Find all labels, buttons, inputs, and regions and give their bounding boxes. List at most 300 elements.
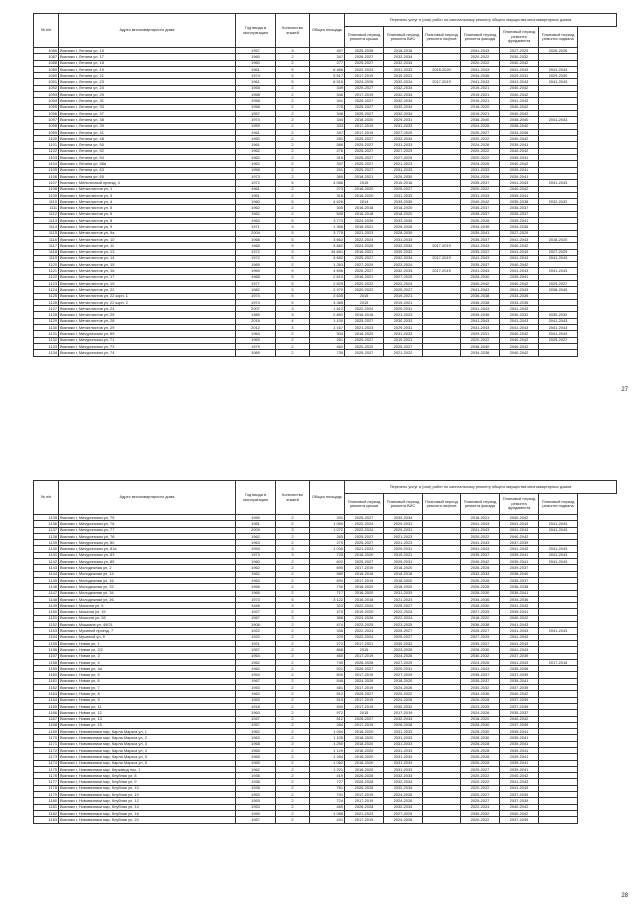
cell-facade: 2038-2040 <box>461 117 500 123</box>
cell-foundation: 2035-2038 <box>500 199 539 205</box>
cell-area: 1 054 <box>310 729 345 735</box>
cell-num: 1168 <box>34 722 59 728</box>
cell-floors: 2 <box>276 640 310 646</box>
cell-floors: 2 <box>276 622 310 628</box>
cell-floors: 3 <box>276 603 310 609</box>
cell-address: Вязники г, Металлистов ул, 4 <box>59 199 236 205</box>
cell-facade: 2041-2043 <box>461 540 500 546</box>
header-foundation: Плановый период ремонта фундамента <box>500 494 539 515</box>
cell-num: 1091 <box>34 79 59 85</box>
cell-floors: 2 <box>276 792 310 798</box>
cell-address: Вязники г, Ленина ул, 25 <box>59 92 236 98</box>
cell-address: Вязники г, Мусиный проезд, 7 <box>59 628 236 634</box>
cell-roof: 2016-2021 <box>345 249 384 255</box>
cell-roof: 2017-2019 <box>345 577 384 583</box>
cell-floors: 9 <box>276 255 310 261</box>
cell-area: 304 <box>310 331 345 337</box>
cell-floors: 2 <box>276 559 310 565</box>
cell-year: 1965 <box>236 754 276 760</box>
cell-address: Вязники г, Металлистов ул, 22 <box>59 287 236 293</box>
cell-num: 1114 <box>34 224 59 230</box>
cell-year: 1954 <box>236 672 276 678</box>
cell-address: Вязники г, Металлистов ул, 8 <box>59 218 236 224</box>
cell-area: 1 062 <box>310 760 345 766</box>
cell-num: 1149 <box>34 603 59 609</box>
cell-floors: 2 <box>276 779 310 785</box>
cell-area: 3 775 <box>310 230 345 236</box>
cell-foundation: 2035-2037 <box>500 710 539 716</box>
cell-facade: 2041-2043 <box>461 666 500 672</box>
header-vis: Плановый период ремонта ВИС <box>384 494 423 515</box>
cell-floors: 2 <box>276 634 310 640</box>
cell-address: Вязники г, Новая ул, 7 <box>59 685 236 691</box>
cell-vis: 2021-2023 <box>384 312 423 318</box>
cell-facade: 2018-2020 <box>461 104 500 110</box>
cell-num: 1119 <box>34 255 59 261</box>
cell-num: 1116 <box>34 236 59 242</box>
cell-num: 1135 <box>34 515 59 521</box>
cell-foundation: 2040-2042 <box>500 804 539 810</box>
cell-year: 1958 <box>236 167 276 173</box>
cell-floors: 2 <box>276 703 310 709</box>
cell-num: 1132 <box>34 337 59 343</box>
cell-area: 457 <box>310 48 345 54</box>
cell-area: 545 <box>310 211 345 217</box>
cell-year: 1946 <box>236 603 276 609</box>
cell-roof: 2026-2028 <box>345 785 384 791</box>
cell-vis: 2019-2021 <box>384 337 423 343</box>
cell-facade: 2031-2033 <box>461 192 500 198</box>
cell-facade: 2035-2037 <box>461 180 500 186</box>
cell-floors: 2 <box>276 584 310 590</box>
cell-roof: 2025-2027 <box>345 60 384 66</box>
cell-floors: 2 <box>276 659 310 665</box>
cell-num: 1139 <box>34 540 59 546</box>
cell-address: Вязники г, Новая ул, 6 <box>59 678 236 684</box>
cell-foundation: 2040-2042 <box>500 773 539 779</box>
cell-num: 1134 <box>34 350 59 356</box>
cell-roof: 2017-2019 <box>345 672 384 678</box>
cell-address: Вязники г, Ленина ул, 48 <box>59 136 236 142</box>
cell-foundation: 2037-2039 <box>500 697 539 703</box>
cell-address: Вязники г, Нововязники мкр, Карла Маркса ул, 1 <box>59 729 236 735</box>
cell-year: 1963 <box>236 710 276 716</box>
cell-address: Вязники г, Новая ул, 2/2 <box>59 647 236 653</box>
cell-foundation: 2040-2042 <box>500 110 539 116</box>
cell-num: 1117 <box>34 243 59 249</box>
cell-year: 1989 <box>236 350 276 356</box>
cell-facade: 2018-2021 <box>461 515 500 521</box>
cell-area: 6 466 <box>310 66 345 72</box>
cell-year: 1969 <box>236 268 276 274</box>
cell-foundation: 2037-2039 <box>500 653 539 659</box>
cell-area: 727 <box>310 779 345 785</box>
cell-floors: 2 <box>276 741 310 747</box>
cell-area: 546 <box>310 678 345 684</box>
cell-num: 1131 <box>34 331 59 337</box>
cell-area: 868 <box>310 647 345 653</box>
document-page <box>0 0 640 452</box>
cell-vis: 2027-2029 <box>384 129 423 135</box>
cell-roof: 2025-2027 <box>345 318 384 324</box>
cell-roof: 2017-2019 <box>345 722 384 728</box>
cell-year: 1985 <box>236 312 276 318</box>
cell-floors: 5 <box>276 280 310 286</box>
cell-basement: 2025-2027 <box>539 337 578 343</box>
cell-vis: 2031-2033 <box>384 766 423 772</box>
cell-vis: 2032-2034 <box>384 60 423 66</box>
cell-facade: 2020-2022 <box>461 337 500 343</box>
cell-vis: 2025-2027 <box>384 186 423 192</box>
cell-area: 1 812 <box>310 306 345 312</box>
table-row <box>34 817 617 823</box>
cell-address: Вязники г, Новая ул, 8 <box>59 691 236 697</box>
cell-year: 1953 <box>236 685 276 691</box>
cell-area: 1 105 <box>310 735 345 741</box>
cell-floors: 5 <box>276 66 310 72</box>
cell-foundation: 2040-2042 <box>500 533 539 539</box>
cell-num: 1121 <box>34 268 59 274</box>
cell-num: 1144 <box>34 571 59 577</box>
cell-year: 1967 <box>236 615 276 621</box>
cell-facade: 2035-2037 <box>461 236 500 242</box>
cell-roof: 2025-2027 <box>345 691 384 697</box>
cell-vis: 2029-2031 <box>384 117 423 123</box>
cell-facade: 2028-2030 <box>461 274 500 280</box>
cell-year: 1922 <box>236 628 276 634</box>
cell-facade: 2039-2041 <box>461 230 500 236</box>
cell-basement: 2038-2040 <box>539 287 578 293</box>
header-roof: Плановый период ремонта крыши <box>345 27 384 48</box>
cell-facade: 2024-2026 <box>461 173 500 179</box>
cell-foundation: 2039-2041 <box>500 274 539 280</box>
cell-foundation: 2041-2043 <box>500 255 539 261</box>
cell-vis: 2019-2021 <box>384 73 423 79</box>
cell-area: 741 <box>310 792 345 798</box>
cell-vis: 2015-2016 <box>384 180 423 186</box>
cell-facade: 2041-2043 <box>461 521 500 527</box>
cell-area: 333 <box>310 123 345 129</box>
cell-address: Вязники г, Новая ул, 3 <box>59 653 236 659</box>
cell-foundation: 2041-2043 <box>500 236 539 242</box>
cell-area: 460 <box>310 653 345 659</box>
cell-address: Вязники г, Молодежная ул, 2 <box>59 565 236 571</box>
cell-foundation: 2041-2043 <box>500 180 539 186</box>
cell-floors: 3 <box>276 552 310 558</box>
cell-facade: 2024-2026 <box>461 123 500 129</box>
cell-year: 1961 <box>236 186 276 192</box>
cell-vis: 2016-2018 <box>384 571 423 577</box>
cell-roof: 2017-2019 <box>345 697 384 703</box>
cell-year: 1972 <box>236 180 276 186</box>
cell-vis: 2019-2021 <box>384 293 423 299</box>
cell-vis: 2031-2033 <box>384 735 423 741</box>
cell-year: 1958 <box>236 104 276 110</box>
cell-num: 1100 <box>34 136 59 142</box>
page-number: 28 <box>621 893 628 899</box>
cell-year: 1973 <box>236 596 276 602</box>
cell-area: 1 072 <box>310 527 345 533</box>
cell-foundation: 2037-2039 <box>500 722 539 728</box>
cell-foundation: 2027-2029 <box>500 48 539 54</box>
cell-vis: 2024-2026 <box>384 653 423 659</box>
cell-year: 1963 <box>236 577 276 583</box>
cell-basement: 2017-2018 <box>539 659 578 665</box>
cell-foundation: 2041-2043 <box>500 527 539 533</box>
cell-foundation: 2041-2043 <box>500 785 539 791</box>
cell-area: 349 <box>310 85 345 91</box>
cell-roof: 2021-2023 <box>345 546 384 552</box>
cell-foundation: 2039-2041 <box>500 747 539 753</box>
cell-address: Вязники г, Нововязники мкр, Клубная ул, 9 <box>59 779 236 785</box>
cell-area: 281 <box>310 136 345 142</box>
cell-year: 1969 <box>236 337 276 343</box>
cell-facade: 2018-2020 <box>461 716 500 722</box>
cell-facade: 2032-2034 <box>461 571 500 577</box>
cell-vis: 2018-2020 <box>384 211 423 217</box>
cell-num: 1151 <box>34 615 59 621</box>
cell-num: 1105 <box>34 167 59 173</box>
cell-vis: 2032-2034 <box>384 515 423 521</box>
cell-facade: 2020-2022 <box>461 785 500 791</box>
cell-facade: 2026-2028 <box>461 697 500 703</box>
cell-num: 1138 <box>34 533 59 539</box>
cell-area: 730 <box>310 350 345 356</box>
cell-num: 1094 <box>34 98 59 104</box>
capital-repair-table <box>33 480 617 824</box>
cell-address: Вязники г, Металлистов ул, 5 <box>59 205 236 211</box>
cell-vis: 2027-2029 <box>384 155 423 161</box>
cell-year: 1962 <box>236 565 276 571</box>
cell-floors: 3 <box>276 312 310 318</box>
cell-floors: 2 <box>276 123 310 129</box>
cell-roof: 2017-2019 <box>345 792 384 798</box>
cell-num: 1148 <box>34 596 59 602</box>
cell-vis: 2029-2031 <box>384 521 423 527</box>
cell-year: 1958 <box>236 98 276 104</box>
cell-num: 1165 <box>34 703 59 709</box>
cell-vis: 2018-2020 <box>384 565 423 571</box>
cell-address: Вязники г, Металлистов ул, 9 <box>59 224 236 230</box>
cell-floors: 2 <box>276 716 310 722</box>
cell-area: 469 <box>310 804 345 810</box>
cell-address: Вязники г, Нововязники мкр, Клубная ул, 12 <box>59 798 236 804</box>
cell-num: 1099 <box>34 129 59 135</box>
cell-num: 1090 <box>34 73 59 79</box>
cell-vis: 2030-2032 <box>384 703 423 709</box>
cell-vis: 2025-2027 <box>384 287 423 293</box>
cell-area: 1 368 <box>310 224 345 230</box>
cell-facade: 2040-2042 <box>461 199 500 205</box>
cell-facade: 2027-2029 <box>461 609 500 615</box>
cell-address: Вязники г, Мичуринская ул, 76 <box>59 521 236 527</box>
cell-address: Вязники г, Новая ул, 5 <box>59 672 236 678</box>
cell-roof: 2017-2019 <box>345 123 384 129</box>
cell-address: Вязники г, Молодежная ул, 14 <box>59 571 236 577</box>
cell-address: Вязники г, Ленина ул, 65 <box>59 173 236 179</box>
cell-roof: 2025-2027 <box>345 559 384 565</box>
cell-foundation: 2040-2042 <box>500 136 539 142</box>
cell-vis: 2024-2026 <box>384 817 423 823</box>
cell-year: 1962 <box>236 205 276 211</box>
cell-vis: 2032-2034 <box>384 85 423 91</box>
cell-vis: 2018-2020 <box>384 584 423 590</box>
cell-area: 1 263 <box>310 262 345 268</box>
cell-floors: 2 <box>276 117 310 123</box>
cell-area: 6 516 <box>310 79 345 85</box>
cell-vis: 2022-2024 <box>384 615 423 621</box>
cell-num: 1170 <box>34 735 59 741</box>
cell-floors: 2 <box>276 129 310 135</box>
cell-facade: 2020-2022 <box>461 155 500 161</box>
cell-foundation: 2041-2043 <box>500 79 539 85</box>
cell-roof: 2020-2022 <box>345 343 384 349</box>
cell-area: 724 <box>310 798 345 804</box>
cell-roof: 2016-2018 <box>345 205 384 211</box>
cell-foundation: 2037-2039 <box>500 685 539 691</box>
cell-year: 1994 <box>236 546 276 552</box>
cell-year: 1953 <box>236 792 276 798</box>
table-body <box>34 515 617 824</box>
cell-num: 1167 <box>34 716 59 722</box>
cell-roof: 2025-2027 <box>345 104 384 110</box>
cell-foundation: 2040-2042 <box>500 262 539 268</box>
cell-foundation: 2029-2031 <box>500 73 539 79</box>
cell-area: 515 <box>310 697 345 703</box>
cell-year: 1938 <box>236 785 276 791</box>
cell-num: 1161 <box>34 678 59 684</box>
cell-address: Вязники г, Мошкина ул, 49/21 <box>59 622 236 628</box>
cell-facade: 2035-2037 <box>461 211 500 217</box>
cell-facade: 2040-2042 <box>461 280 500 286</box>
cell-facade: 2029-2031 <box>461 331 500 337</box>
cell-area: 3 385 <box>310 299 345 305</box>
cell-year: 1958 <box>236 85 276 91</box>
cell-year: 1927 <box>236 609 276 615</box>
cell-num: 1146 <box>34 584 59 590</box>
cell-floors: 5 <box>276 230 310 236</box>
cell-num: 1162 <box>34 685 59 691</box>
cell-facade: 2028-2030 <box>461 590 500 596</box>
cell-floors: 2 <box>276 577 310 583</box>
cell-vis: 2031-2033 <box>384 167 423 173</box>
cell-floors: 2 <box>276 148 310 154</box>
cell-address: Вязники г, Металлистов ул, 25 <box>59 312 236 318</box>
cell-num: 1126 <box>34 299 59 305</box>
cell-roof: 2017-2019 <box>345 817 384 823</box>
cell-facade: 2020-2022 <box>461 779 500 785</box>
cell-facade: 2038-2040 <box>461 343 500 349</box>
cell-area: 2 970 <box>310 287 345 293</box>
cell-area: 344 <box>310 117 345 123</box>
cell-floors: 2 <box>276 515 310 521</box>
cell-area: 431 <box>310 817 345 823</box>
cell-roof: 2026-2028 <box>345 659 384 665</box>
cell-roof: 2017-2019 <box>345 129 384 135</box>
cell-vis: 2032-2034 <box>384 804 423 810</box>
cell-roof: 2014 <box>345 199 384 205</box>
cell-num: 1164 <box>34 697 59 703</box>
cell-vis: 2025-2027 <box>384 603 423 609</box>
cell-roof: 2025-2027 <box>345 155 384 161</box>
header-basement: Плановый период ремонта подвала <box>539 27 578 48</box>
cell-year: 2012 <box>236 325 276 331</box>
cell-facade: 2026-2028 <box>461 747 500 753</box>
cell-roof: 2017-2019 <box>345 703 384 709</box>
cell-vis: 2031-2033 <box>384 729 423 735</box>
cell-foundation: 2040-2042 <box>500 85 539 91</box>
cell-lift: 2017-2019 <box>423 243 461 249</box>
cell-vis: 2032-2034 <box>384 716 423 722</box>
cell-num: 1107 <box>34 180 59 186</box>
cell-foundation: 2035-2036 <box>500 666 539 672</box>
cell-num: 1142 <box>34 559 59 565</box>
cell-facade: 2035-2037 <box>461 640 500 646</box>
cell-facade: 2020-2022 <box>461 186 500 192</box>
cell-num: 1160 <box>34 672 59 678</box>
cell-foundation: 2040-2042 <box>500 331 539 337</box>
cell-area: 336 <box>310 628 345 634</box>
cell-address: Вязники г, Металлистов ул, 13 <box>59 249 236 255</box>
cell-area: 1 100 <box>310 318 345 324</box>
cell-vis: 2024-2026 <box>384 792 423 798</box>
cell-floors: 2 <box>276 533 310 539</box>
cell-floors: 2 <box>276 136 310 142</box>
cell-vis: 2027-2029 <box>384 810 423 816</box>
cell-vis: 2019-2021 <box>384 552 423 558</box>
cell-vis: 2031-2033 <box>384 741 423 747</box>
cell-lift <box>423 350 461 356</box>
cell-vis: 2032-2034 <box>384 54 423 60</box>
cell-roof: 2018-2020 <box>345 741 384 747</box>
cell-area: 337 <box>310 161 345 167</box>
cell-num: 1147 <box>34 590 59 596</box>
cell-vis: 2029-2031 <box>384 527 423 533</box>
cell-floors: 2 <box>276 747 310 753</box>
cell-floors: 2 <box>276 60 310 66</box>
cell-num: 1157 <box>34 653 59 659</box>
cell-num: 1097 <box>34 117 59 123</box>
cell-year: 1962 <box>236 155 276 161</box>
cell-vis: 2029-2031 <box>384 325 423 331</box>
cell-address: Вязники г, Новая ул, 4 <box>59 659 236 665</box>
cell-floors: 2 <box>276 810 310 816</box>
cell-floors: 2 <box>276 685 310 691</box>
cell-roof: 2022-2024 <box>345 66 384 72</box>
cell-area: 347 <box>310 54 345 60</box>
cell-floors: 2 <box>276 343 310 349</box>
cell-floors: 3 <box>276 615 310 621</box>
cell-roof: 2024-2026 <box>345 218 384 224</box>
cell-basement: 2041-2043 <box>539 180 578 186</box>
cell-area: 730 <box>310 659 345 665</box>
cell-floors: 2 <box>276 54 310 60</box>
cell-roof: 2018-2020 <box>345 117 384 123</box>
cell-floors: 2 <box>276 350 310 356</box>
cell-foundation: 2039-2041 <box>500 552 539 558</box>
cell-foundation: 2040-2042 <box>500 691 539 697</box>
cell-address: Вязники г, Молодежная ул, 16 <box>59 577 236 583</box>
cell-num: 1089 <box>34 66 59 72</box>
cell-foundation: 2041-2043 <box>500 640 539 646</box>
cell-facade: 2041-2043 <box>461 527 500 533</box>
cell-num: 1086 <box>34 48 59 54</box>
cell-num: 1169 <box>34 729 59 735</box>
cell-area: 341 <box>310 98 345 104</box>
cell-year: 1962 <box>236 766 276 772</box>
cell-floors: 5 <box>276 596 310 602</box>
cell-vis: 2025-2027 <box>384 343 423 349</box>
